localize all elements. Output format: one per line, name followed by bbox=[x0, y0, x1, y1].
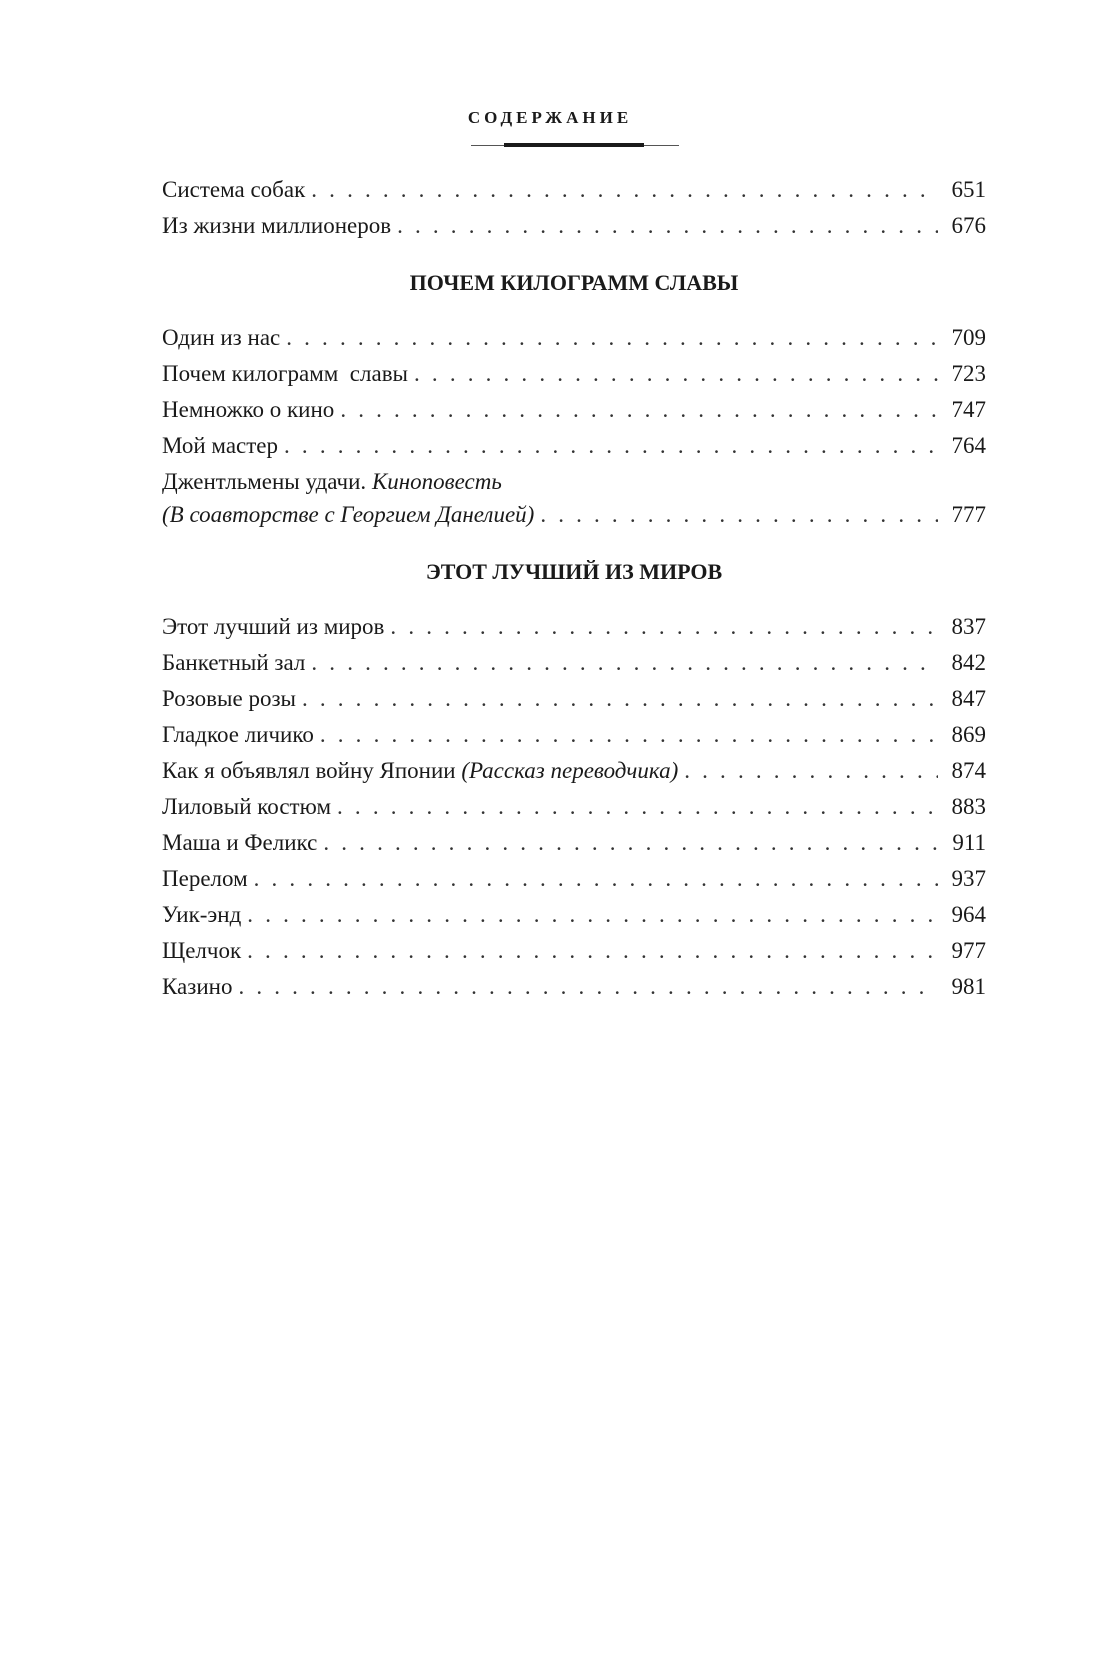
toc-entry-page: 874 bbox=[951, 758, 986, 783]
toc-entry-title: Как я объявлял войну Японии bbox=[162, 758, 456, 783]
dot-leader bbox=[414, 356, 938, 392]
toc-entry[interactable] bbox=[162, 172, 986, 208]
section-heading: ПОЧЕМ КИЛОГРАММ СЛАВЫ bbox=[409, 270, 739, 295]
toc-entry-page: 964 bbox=[951, 902, 986, 927]
toc-entry-page: 723 bbox=[951, 361, 986, 386]
toc-entry-page: 777 bbox=[951, 502, 986, 527]
section-heading: ЭТОТ ЛУЧШИЙ ИЗ МИРОВ bbox=[425, 559, 723, 584]
toc-entry-subtitle: (Рассказ переводчика) bbox=[461, 758, 679, 783]
toc-entry-page: 764 bbox=[951, 433, 986, 458]
toc-entry-title: Маша и Феликс bbox=[162, 830, 318, 855]
toc-entry[interactable] bbox=[162, 969, 986, 1005]
toc-entry-page: 883 bbox=[951, 794, 986, 819]
toc-entry-title: Перелом bbox=[162, 866, 248, 891]
dot-leader bbox=[390, 609, 938, 645]
dot-leader bbox=[684, 753, 938, 789]
toc-entry-title: Гладкое личико bbox=[162, 722, 314, 747]
dot-leader bbox=[397, 208, 938, 244]
dot-leader bbox=[247, 897, 938, 933]
dot-leader bbox=[302, 681, 938, 717]
toc-entry-continuation-line bbox=[162, 497, 986, 533]
toc-entry-title-wrap bbox=[162, 753, 684, 789]
toc-entry-page: 709 bbox=[951, 325, 986, 350]
toc-entry-page: 747 bbox=[951, 397, 986, 422]
dot-leader bbox=[311, 172, 938, 208]
toc-entry[interactable] bbox=[162, 681, 986, 717]
toc-entry-title: Лиловый костюм bbox=[162, 794, 332, 819]
toc-entry-title: Система собак bbox=[162, 177, 306, 202]
toc-entry-continuation: (В соавторстве с Георгием Данелией) bbox=[162, 502, 535, 527]
toc-entry-subtitle: Киноповесть bbox=[371, 469, 502, 494]
dot-leader bbox=[323, 825, 938, 861]
dot-leader bbox=[320, 717, 938, 753]
toc-entry[interactable] bbox=[162, 428, 986, 464]
toc-entry-title: Уик-энд bbox=[162, 902, 242, 927]
toc-entry-title: Немножко о кино bbox=[162, 397, 335, 422]
toc-entry-title: Казино bbox=[162, 974, 233, 999]
toc-entry[interactable] bbox=[162, 897, 986, 933]
toc-entry[interactable] bbox=[162, 789, 986, 825]
dot-leader bbox=[238, 969, 938, 1005]
toc-entry-page: 847 bbox=[951, 686, 986, 711]
toc-entry-page: 911 bbox=[952, 830, 986, 855]
toc-entry-page: 869 bbox=[951, 722, 986, 747]
dot-leader bbox=[311, 645, 938, 681]
toc-entry-multiline[interactable] bbox=[162, 464, 986, 533]
toc-entry-page: 651 bbox=[951, 177, 986, 202]
toc-entry[interactable] bbox=[162, 392, 986, 428]
toc-entry-title: Мой мастер bbox=[162, 433, 279, 458]
dot-leader bbox=[254, 861, 938, 897]
toc-entry[interactable] bbox=[162, 645, 986, 681]
toc-entry-page: 842 bbox=[951, 650, 986, 675]
toc-entry[interactable] bbox=[162, 356, 986, 392]
toc-entry[interactable] bbox=[162, 609, 986, 645]
toc-entry-page: 981 bbox=[951, 974, 986, 999]
toc-entry[interactable] bbox=[162, 208, 986, 244]
toc-entry-title: Джентльмены удачи. bbox=[162, 469, 367, 494]
dot-leader bbox=[286, 320, 938, 356]
toc-entry-page: 937 bbox=[951, 866, 986, 891]
toc-entry-title: Розовые розы bbox=[162, 686, 296, 711]
running-head-rule-accent bbox=[504, 143, 644, 147]
toc-entry[interactable] bbox=[162, 825, 986, 861]
toc-entry-first-line bbox=[162, 464, 986, 497]
toc-entry-title: Этот лучший из миров bbox=[162, 614, 385, 639]
toc-entry[interactable] bbox=[162, 933, 986, 969]
toc-entry-title: Один из нас bbox=[162, 325, 281, 350]
dot-leader bbox=[247, 933, 938, 969]
running-head: СОДЕРЖАНИЕ bbox=[467, 108, 633, 127]
toc-entry-title: Почем килограмм славы bbox=[162, 361, 409, 386]
dot-leader bbox=[337, 789, 938, 825]
toc-entry-title: Из жизни миллионеров bbox=[162, 213, 392, 238]
toc-entry[interactable] bbox=[162, 861, 986, 897]
dot-leader bbox=[284, 428, 938, 464]
toc-entry-page: 977 bbox=[951, 938, 986, 963]
toc-entry-page: 676 bbox=[951, 213, 986, 238]
toc-entry[interactable] bbox=[162, 753, 986, 789]
toc-entry-page: 837 bbox=[951, 614, 986, 639]
toc-entry[interactable] bbox=[162, 320, 986, 356]
dot-leader bbox=[340, 392, 938, 428]
table-of-contents bbox=[162, 168, 986, 1005]
dot-leader bbox=[540, 497, 938, 533]
toc-entry-title: Щелчок bbox=[162, 938, 242, 963]
toc-entry[interactable] bbox=[162, 717, 986, 753]
toc-entry-title: Банкетный зал bbox=[162, 650, 306, 675]
